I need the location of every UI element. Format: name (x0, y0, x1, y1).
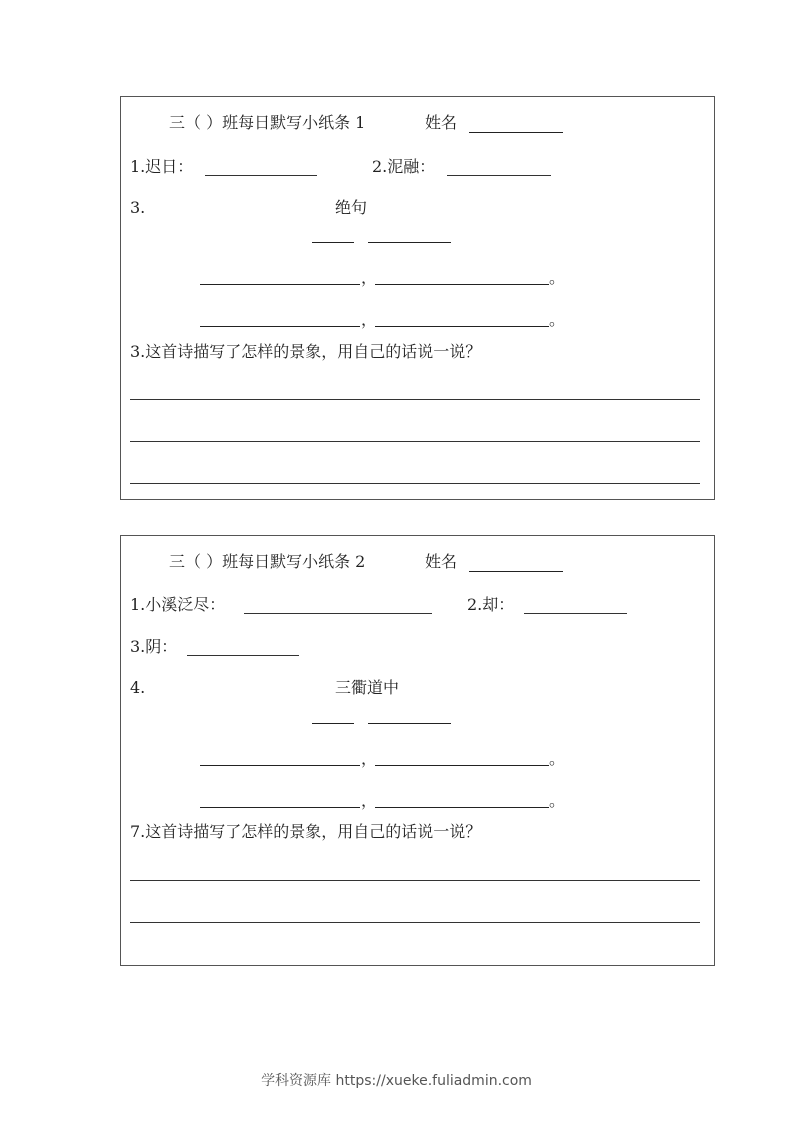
poem-line-2-blank[interactable] (375, 765, 549, 766)
answer-line-2[interactable] (130, 922, 700, 923)
footer-source: 学科资源库 https://xueke.fuliadmin.com (261, 1073, 532, 1089)
poem-line-2-blank[interactable] (375, 284, 549, 285)
poem-line-3-blank[interactable] (200, 326, 360, 327)
poem-line-4-blank[interactable] (375, 807, 549, 808)
question-3-number: 3. (130, 198, 146, 217)
question-2: 2.却： (467, 595, 515, 614)
period: 。 (549, 310, 566, 329)
poem-line-4-blank[interactable] (375, 326, 549, 327)
question-4: 3.这首诗描写了怎样的景象，用自己的话说一说？ (130, 342, 482, 361)
author-blank[interactable] (368, 242, 451, 243)
answer-line-1[interactable] (130, 399, 700, 400)
dictation-card-2 (120, 535, 715, 966)
comma: ， (361, 791, 378, 810)
answer-blank-1[interactable] (244, 613, 432, 614)
period: 。 (549, 791, 566, 810)
poem-line-1-blank[interactable] (200, 284, 360, 285)
question-4-number: 4. (130, 678, 146, 697)
author-blank[interactable] (368, 723, 451, 724)
dictation-card-1 (120, 96, 715, 500)
answer-line-1[interactable] (130, 880, 700, 881)
dynasty-blank[interactable] (312, 723, 354, 724)
period: 。 (549, 268, 566, 287)
name-blank[interactable] (469, 571, 563, 572)
name-blank[interactable] (469, 132, 563, 133)
card-title: 三（ ）班每日默写小纸条 1 (169, 113, 366, 132)
question-1: 1.迟日： (130, 157, 194, 176)
name-label: 姓名 (425, 552, 458, 571)
answer-blank-2[interactable] (447, 175, 551, 176)
comma: ， (361, 268, 378, 287)
question-2: 2.泥融： (372, 157, 436, 176)
answer-blank-1[interactable] (205, 175, 317, 176)
dynasty-blank[interactable] (312, 242, 354, 243)
poem-line-1-blank[interactable] (200, 765, 360, 766)
poem-line-3-blank[interactable] (200, 807, 360, 808)
answer-blank-2[interactable] (524, 613, 627, 614)
question-3: 3.阴： (130, 637, 178, 656)
name-label: 姓名 (425, 113, 458, 132)
question-1: 1.小溪泛尽： (130, 595, 226, 614)
answer-blank-3[interactable] (187, 655, 299, 656)
card-title: 三（ ）班每日默写小纸条 2 (169, 552, 366, 571)
poem-title: 绝句 (335, 198, 368, 217)
comma: ， (361, 310, 378, 329)
answer-line-3[interactable] (130, 483, 700, 484)
answer-line-2[interactable] (130, 441, 700, 442)
question-5: 7.这首诗描写了怎样的景象，用自己的话说一说？ (130, 822, 482, 841)
comma: ， (361, 749, 378, 768)
period: 。 (549, 749, 566, 768)
poem-title: 三衢道中 (335, 678, 400, 697)
